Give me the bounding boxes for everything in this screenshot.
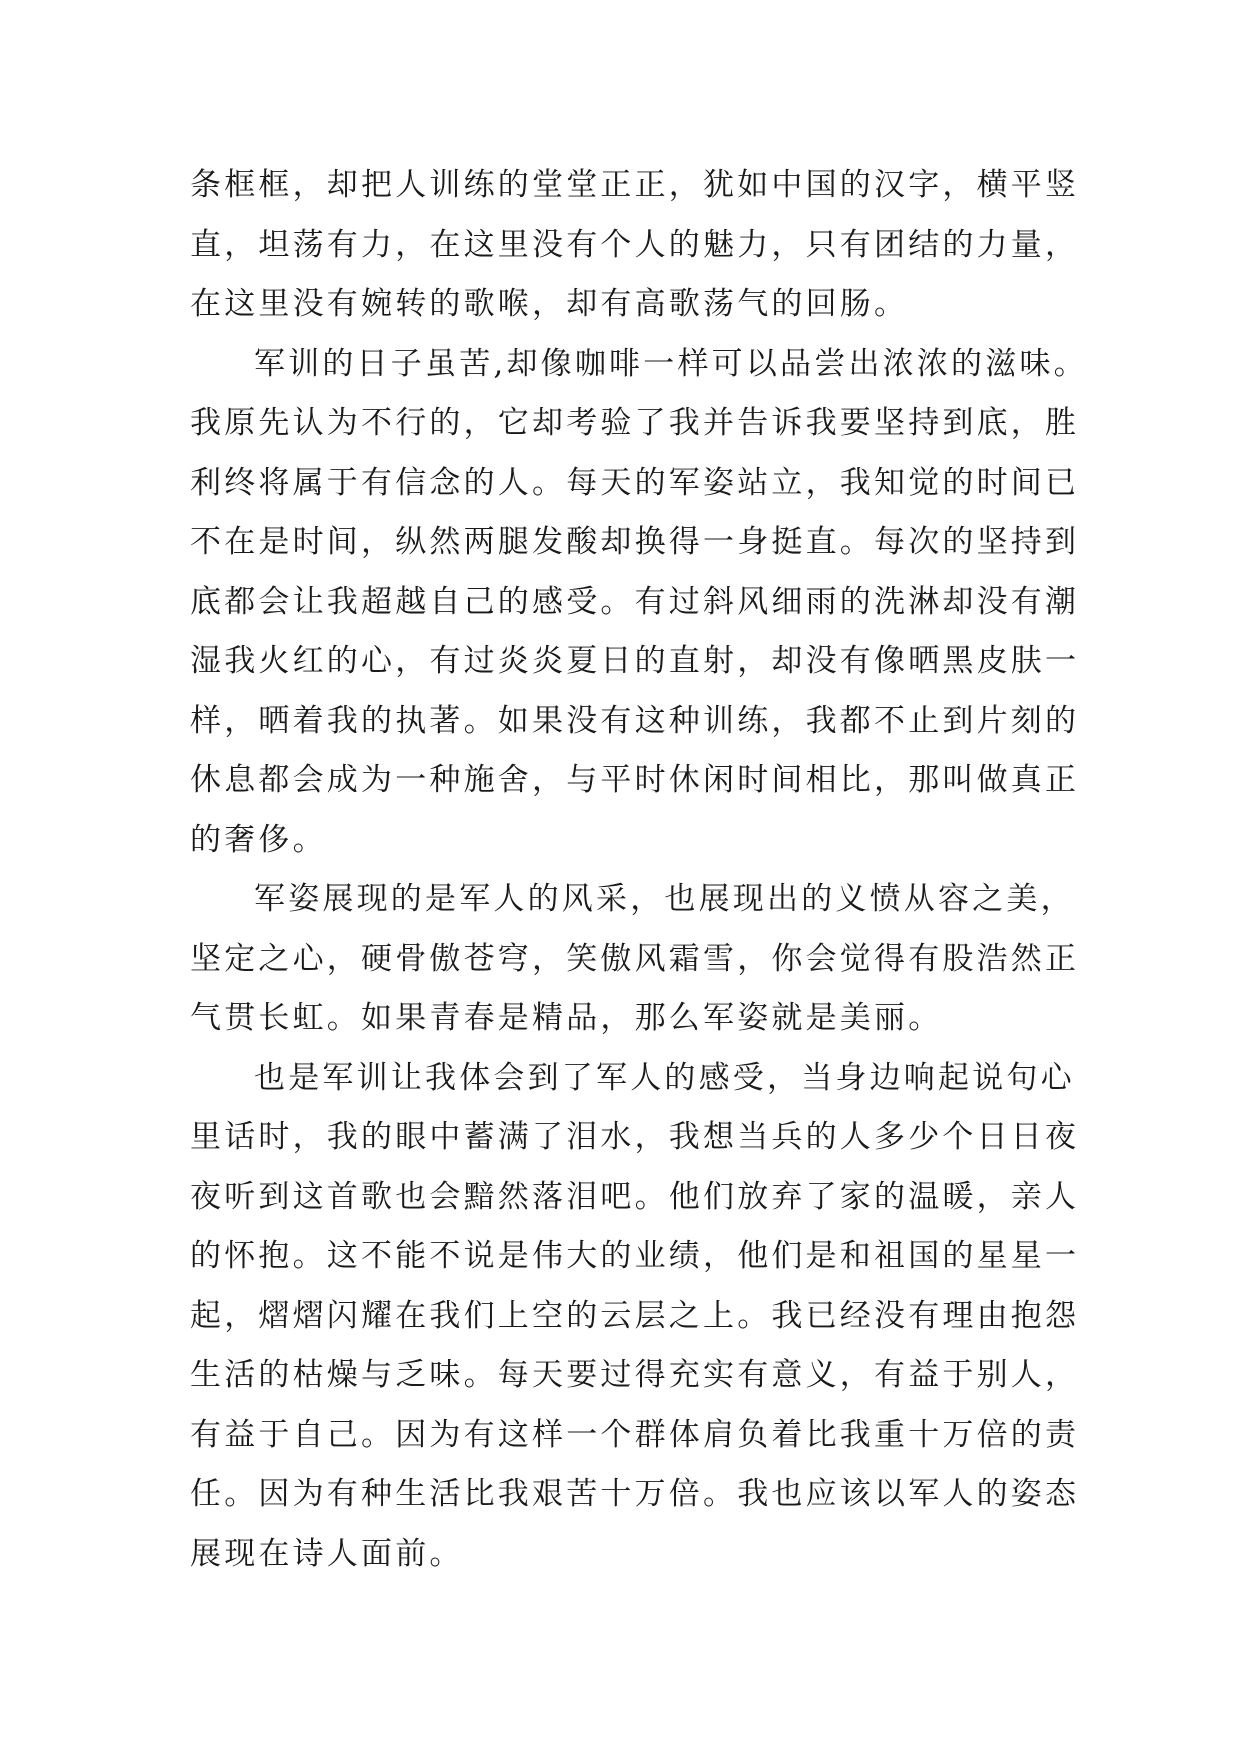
text-line: 有益于自己。因为有这样一个群体肩负着比我重十万倍的责	[190, 1416, 1080, 1453]
text-line: 军训的日子虽苦,却像咖啡一样可以品尝出浓浓的滋味。	[254, 345, 1088, 382]
text-line: 湿我火红的心，有过炎炎夏日的直射，却没有像晒黑皮肤一	[190, 643, 1080, 679]
text-line: 起，熠熠闪耀在我们上空的云层之上。我已经没有理由抱怨	[190, 1297, 1080, 1334]
text-line: 坚定之心，硬骨傲苍穹，笑傲风霜雪，你会觉得有股浩然正	[190, 940, 1080, 977]
text-line: 里话时，我的眼中蓄满了泪水，我想当兵的人多少个日日夜	[190, 1119, 1080, 1155]
text-line: 样，晒着我的执著。如果没有这种训练，我都不止到片刻的	[190, 702, 1080, 739]
text-line: 军姿展现的是军人的风采，也展现出的义愤从容之美，	[254, 881, 1075, 917]
text-line: 条框框，却把人训练的堂堂正正，犹如中国的汉字，横平竖	[190, 167, 1080, 203]
text-line: 展现在诗人面前。	[190, 1535, 464, 1572]
text-line: 直，坦荡有力，在这里没有个人的魅力，只有团结的力量，	[190, 226, 1080, 263]
text-line: 在这里没有婉转的歌喉，却有高歌荡气的回肠。	[190, 286, 909, 322]
text-line: 的怀抱。这不能不说是伟大的业绩，他们是和祖国的星星一	[190, 1238, 1080, 1274]
text-line: 夜听到这首歌也会黯然落泪吧。他们放弃了家的温暖，亲人	[190, 1178, 1080, 1215]
text-line: 气贯长虹。如果青春是精品，那么军姿就是美丽。	[190, 1000, 943, 1036]
text-line: 生活的枯燥与乏味。每天要过得充实有意义，有益于别人，	[190, 1357, 1080, 1393]
text-line: 任。因为有种生活比我艰苦十万倍。我也应该以军人的姿态	[190, 1476, 1080, 1512]
text-line: 的奢侈。	[190, 821, 327, 858]
body-text	[190, 156, 1088, 1584]
text-line: 我原先认为不行的，它却考验了我并告诉我要坚持到底，胜	[190, 405, 1080, 441]
text-line: 利终将属于有信念的人。每天的军姿站立，我知觉的时间已	[190, 464, 1080, 501]
text-line: 也是军训让我体会到了军人的感受，当身边响起说句心	[254, 1059, 1075, 1096]
text-line: 不在是时间，纵然两腿发酸却换得一身挺直。每次的坚持到	[190, 524, 1080, 560]
text-line: 休息都会成为一种施舍，与平时休闲时间相比，那叫做真正	[190, 762, 1080, 798]
text-line: 底都会让我超越自己的感受。有过斜风细雨的洗淋却没有潮	[190, 583, 1080, 620]
